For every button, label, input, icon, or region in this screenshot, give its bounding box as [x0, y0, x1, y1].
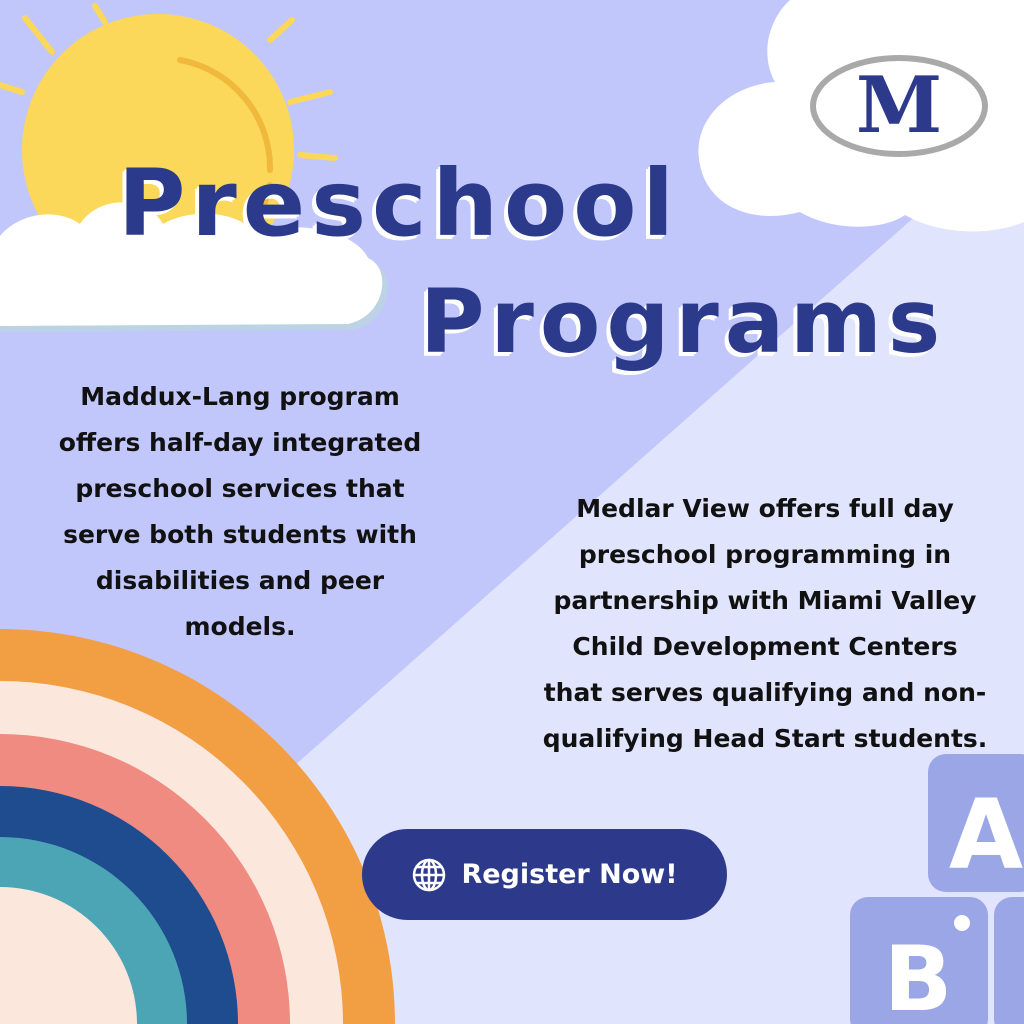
title-line-preschool: Preschool [118, 150, 680, 257]
medlar-view-description: Medlar View offers full day preschool programming in partnership with Miami Valley Child Development Centers that serves qualifying and non-qualifying Head Start students. [542, 494, 988, 753]
title-line-programs: Programs [420, 270, 947, 373]
register-now-button[interactable] [362, 829, 727, 920]
register-now-label: Register Now! [461, 859, 678, 890]
page-title [0, 0, 1024, 420]
block-letter-b: B [883, 927, 953, 1024]
maddux-lang-description: Maddux-Lang program offers half-day integrated preschool services that serve both students with disabilities and peer models. [58, 382, 422, 641]
block-letter-a: A [948, 779, 1024, 891]
logo-letter: M [855, 60, 943, 151]
globe-icon [411, 857, 447, 893]
